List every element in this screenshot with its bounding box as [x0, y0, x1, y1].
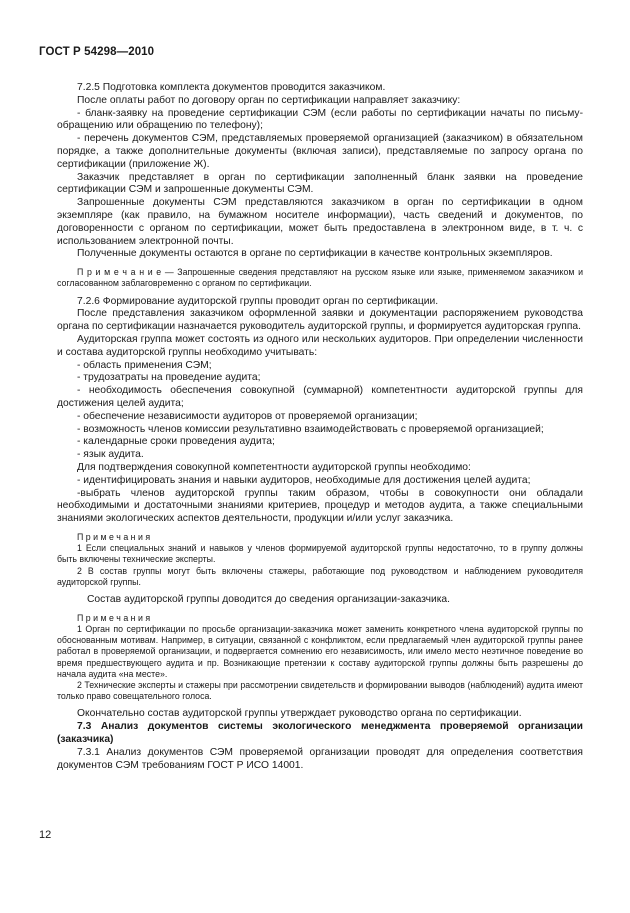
paragraph-group-composition: Аудиторская группа может состоять из одного или нескольких аудиторов. При определении численности и состава аудиторской группы необходимо учитывать:: [57, 333, 583, 358]
list-item-independence: - обеспечение независимости аудиторов от проверяемой организации;: [77, 410, 418, 422]
section-7-3-heading: 7.3 Анализ документов системы экологического менеджмента проверяемой организации (заказчика): [57, 721, 583, 745]
paragraph-requested-documents: Запрошенные документы СЭМ представляются заказчиком в орган по сертификации в одном экземпляре (как правило, на бумажном носителе информации), часть сведений и документов, по договоренности с органом по сертификации, может быть предоставлена в электронном виде, в т. ч. с использованием электронной почты.: [57, 197, 583, 247]
note-1-text: — Запрошенные сведения представляют на русском языке или языке, применяемом заказчиком и согласованном заблаговременно с органом по сертификации.: [57, 267, 583, 289]
section-7-2-6: 7.2.6 Формирование аудиторской группы проводит орган по сертификации.: [77, 295, 439, 307]
paragraph-final-composition: Окончательно состав аудиторской группы утверждает руководство органа по сертификации.: [77, 708, 522, 720]
page-number: 12: [39, 829, 52, 841]
list-item-select: -выбрать членов аудиторской группы таким образом, чтобы в совокупности они обладали необходимыми и достаточными знаниями критериев, процедур и методов аудита, а также специальными знаниями экологических аспектов деятельности, продукции и/или услуг заказчика.: [57, 487, 583, 525]
list-item-interaction: - возможность членов комиссии результативно взаимодействовать с проверяемой организацией;: [77, 423, 544, 435]
paragraph-after-payment: После оплаты работ по договору орган по сертификации направляет заказчику:: [77, 94, 461, 106]
notes-2-item-1: 1 Если специальных знаний и навыков у членов формируемой аудиторской группы недостаточно, то в группу должны быть включены технические эксперты.: [57, 543, 583, 565]
section-7-2-5: 7.2.5 Подготовка комплекта документов проводится заказчиком.: [77, 82, 386, 93]
list-item-competence: - необходимость обеспечения совокупной (суммарной) компетентности аудиторской группы для достижения целей аудита;: [57, 385, 583, 409]
paragraph-after-submission: После представления заказчиком оформленной заявки и документации распоряжением руководства органа по сертификации назначается руководитель аудиторской группы, и формируется аудиторская группа.: [57, 308, 583, 333]
notes-3-item-2: 2 Технические эксперты и стажеры при рассмотрении свидетельств и формировании выводов (наблюдений) аудита имеют только право совещательного голоса.: [57, 679, 583, 702]
list-item-documents-list: - перечень документов СЭМ, представляемых проверяемой организацией (заказчиком) в обязательном порядке, а также дополнительные документы (включая записи), представляемые по запросу органа по сертификации (приложение Ж).: [57, 133, 583, 170]
paragraph-composition-informed: Состав аудиторской группы доводится до сведения организации-заказчика.: [87, 593, 451, 605]
list-item-scope: - область применения СЭМ;: [77, 359, 212, 371]
standard-header: ГОСТ Р 54298—2010: [39, 46, 155, 58]
list-item-application-form: - бланк-заявку на проведение сертификации СЭМ (если работы по сертификации начаты по письму-обращению или обращению по телефону);: [57, 107, 583, 132]
paragraph-confirm-competence: Для подтверждения совокупной компетентности аудиторской группы необходимо:: [77, 461, 471, 473]
notes-2-item-2: 2 В состав группы могут быть включены стажеры, работающие под руководством и наблюдением руководителя аудиторской группы.: [57, 565, 583, 587]
notes-3-item-1: 1 Орган по сертификации по просьбе организации-заказчика может заменить конкретного члена аудиторской группы по обоснованным мотивам. Например, в ситуации, связанной с конфликтом, если предлагаемый член аудиторской группы ранее работал в проверяемой организации, и подвергается сомнению его независимость, или имело место неэтичное поведение во время предшествующего аудита и пр. Возникающие претензии к составу аудиторской группы должны быть разрешены до начала аудита «на месте».: [57, 623, 583, 679]
list-item-labor: - трудозатраты на проведение аудита;: [77, 372, 261, 384]
list-item-language: - язык аудита.: [77, 449, 144, 461]
paragraph-customer-submits: Заказчик представляет в орган по сертификации заполненный бланк заявки на проведение сертификации СЭМ и запрошенные документы СЭМ.: [57, 171, 583, 196]
notes-3-label: П р и м е ч а н и я: [77, 612, 151, 623]
list-item-dates: - календарные сроки проведения аудита;: [77, 436, 275, 448]
section-7-3-1: 7.3.1 Анализ документов СЭМ проверяемой организации проводят для определения соответствия документов СЭМ требованиям ГОСТ Р ИСО 14001.: [57, 746, 583, 771]
page-content: [57, 82, 583, 772]
notes-2-label: П р и м е ч а н и я: [77, 531, 151, 542]
paragraph-received-documents: Полученные документы остаются в органе по сертификации в качестве контрольных экземпляров.: [77, 248, 553, 260]
note-1-label: П р и м е ч а н и е: [77, 267, 162, 278]
note-1: [57, 267, 583, 289]
list-item-identify: - идентифицировать знания и навыки аудиторов, необходимые для достижения целей аудита;: [77, 474, 531, 486]
